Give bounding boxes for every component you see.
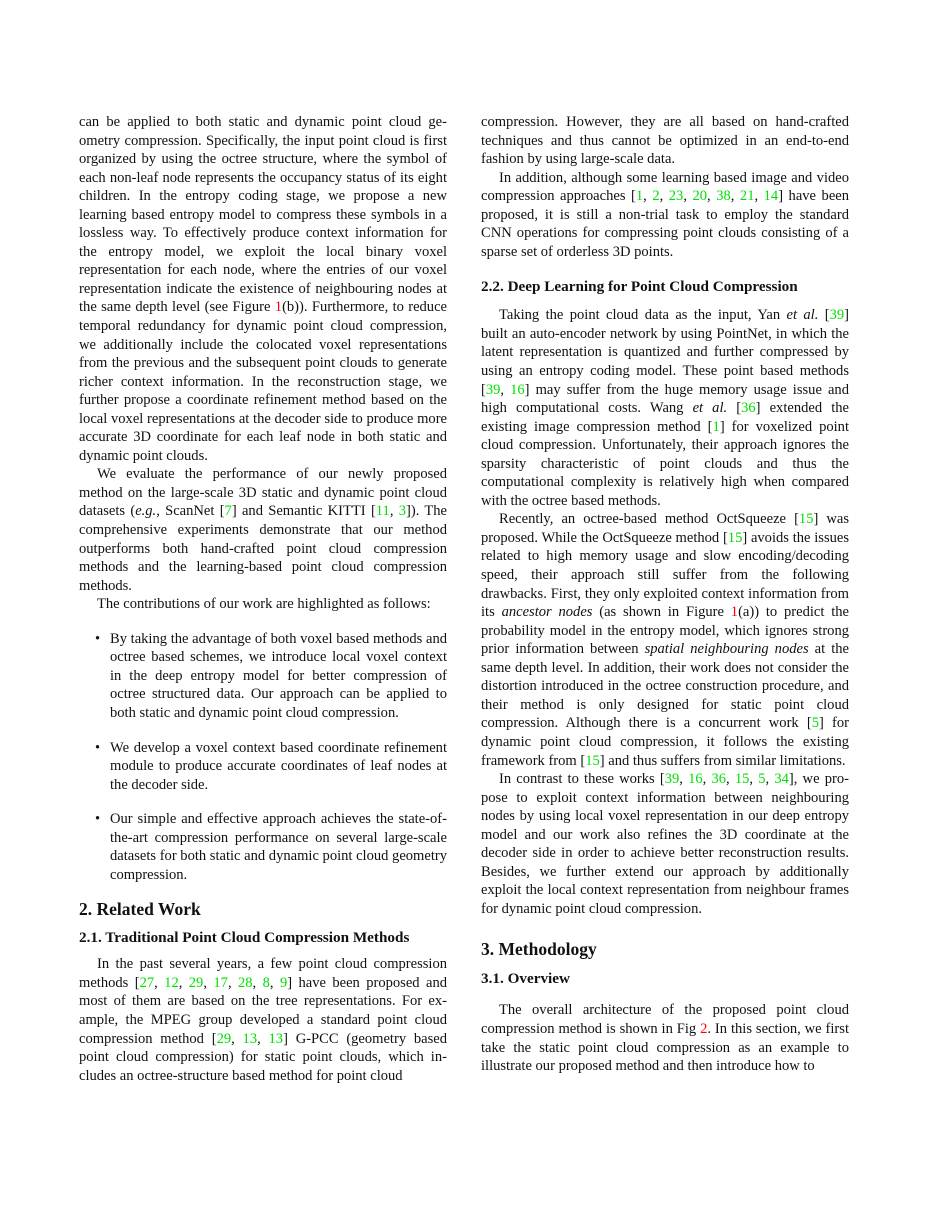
contrast-paragraph: In contrast to these works [39, 16, 36, 15, 5, 34], we propose to exploit context information between neighbouring nodes by using local voxel representation in our deep entropy model and our work also refines the 3D coordinate at the decoder side in order to achieve better reconstruction results. Besides, we further extend our approach by additionally exploit the local context representation from neighbour frames for dynamic point cloud compression.	[481, 771, 849, 917]
citation-link[interactable]: 29	[188, 974, 204, 991]
paragraph-text: ScanNet [	[159, 503, 225, 520]
paragraph-text: (as shown in Figure	[592, 604, 731, 621]
citation-link[interactable]: 5	[811, 715, 819, 732]
paragraph-text: ] extended the existing image compression method [	[481, 400, 849, 435]
paragraph-text: ] have been proposed, it is still a non-trial task to employ the standard CNN operations for compressing point clouds consisting of a sparse set of orderless 3D points.	[481, 188, 850, 260]
citation-link[interactable]: 36	[741, 400, 756, 417]
citation-link[interactable]: 15	[585, 752, 600, 769]
paragraph-text: (b)). Furthermore, to reduce temporal redundancy for dynamic point cloud compression, we additionally include the colocated voxel representations from the previous and the subsequent point clouds to generate richer context information. In the reconstruction stage, we further propose a coordinate refinement method based on the local voxel representations at the decoder side to produce more accurate 3D coordinate for each leaf node in both static and dynamic point clouds.	[79, 299, 447, 464]
paragraph-text: ] and thus suffers from similar limitations.	[599, 752, 846, 769]
paragraph-text: Recently, an octree-based method OctSqueeze [	[499, 511, 799, 528]
citation-link[interactable]: 15	[734, 771, 750, 788]
paragraph-text: can be applied to both static and dynamic point cloud geometry compression. Specifically, the input point cloud is first organized by using the octree structure, where the symbol of each non-leaf node represents the occupancy status of its eight children. In the entropy coding stage, we propose a new learning based entropy model to compress these symbols in a lossless way. To effectively produce context information for the entropy model, we exploit the local binary voxel representation for each node, where the entries of our voxel representation indicate the existence of neighbouring nodes at the same depth level (see Figure	[79, 114, 447, 316]
citation-link[interactable]: 14	[763, 188, 779, 205]
subsection-heading-deep-learning: 2.2. Deep Learning for Point Cloud Compression	[481, 278, 798, 296]
citation-link[interactable]: 13	[268, 1030, 284, 1047]
contributions-intro: The contributions of our work are highlighted as follows:	[97, 596, 431, 613]
paragraph-text: ] for dynamic point cloud compression, it follows the existing framework from [	[481, 715, 849, 769]
citation-link[interactable]: 9	[279, 974, 288, 991]
paragraph-text: ] G-PCC (geometry based point cloud compression) for static point clouds, which includes an octree-structure based method for point cloud	[79, 1030, 447, 1084]
citation-link[interactable]: 16	[510, 381, 525, 398]
bullet-icon: •	[95, 630, 101, 647]
evaluation-paragraph: We evaluate the performance of our newly proposed method on the large-scale 3D static and dynamic point cloud datasets (e.g., ScanNet [7] and Semantic KITTI [11, 3]). The comprehensive experiments demonstrate that our method outperforms both hand-crafted point cloud compression methods and the learning-based point cloud compression methods.	[79, 466, 448, 594]
section-heading-related-work: 2. Related Work	[79, 899, 201, 920]
citation-link[interactable]: 27	[139, 974, 155, 991]
citation-link[interactable]: 34	[774, 771, 789, 788]
paragraph-text: The overall architecture of the proposed point cloud compression method is shown in Fig	[481, 1002, 849, 1037]
contribution-text: Our simple and effective approach achieves the state-of-the-art compression performance on several large-scale datasets for both static and dynamic point cloud geometry compression.	[110, 811, 447, 883]
citation-link[interactable]: 15	[727, 529, 743, 546]
citation-link[interactable]: 17	[213, 974, 228, 991]
paragraph-text: ] may suffer from the huge memory usage issue and high computational costs. Wang	[481, 381, 849, 417]
citation-link[interactable]: 3	[398, 503, 407, 520]
figure-reference[interactable]: 1	[274, 299, 283, 316]
paragraph-text: ] have been proposed and most of them are based on the tree representations. For example, the MPEG group developed a standard point cloud compression method [	[79, 974, 447, 1047]
emphasis-text: ancestor nodes	[501, 604, 593, 621]
intro-paragraph-continued	[79, 113, 447, 465]
figure-reference[interactable]: 1	[730, 604, 739, 621]
paragraph-text: ] was proposed. While the OctSqueeze method [	[481, 511, 850, 546]
octsqueeze-paragraph	[481, 510, 849, 770]
contribution-item	[79, 630, 447, 723]
deep-learning-paragraph: Taking the point cloud data as the input, Yan et al. [39] built an auto-encoder network by using PointNet, in which the latent representation is quantized and further compressed by using an entropy coding model. These point based methods [39, 16] may suffer from the huge memory usage issue and high computational costs. Wang et al. [36] extended the existing image compression method [1] for voxelized point cloud compression. Unfortunately, their approach ignores the sparsity characteristic of point clouds and thus the computational complexity is relatively high when compared with the octree based methods.	[481, 307, 850, 509]
paragraph-text: ] and Semantic KITTI [	[231, 503, 376, 520]
citation-link[interactable]: 16	[688, 771, 703, 788]
citation-link[interactable]: 11	[375, 503, 390, 520]
paragraph-text: We evaluate the performance of our newly proposed method on the large-scale 3D static and dynamic point cloud datasets (	[79, 466, 447, 520]
right-column	[481, 113, 849, 1076]
citation-link[interactable]: 38	[716, 188, 731, 205]
citation-link[interactable]: 28	[238, 974, 253, 991]
contribution-text: By taking the advantage of both voxel based methods and octree based schemes, we introduce local voxel context in the deep entropy model for better compression of octree structured data. Our approach can be applied to both static and dynamic point cloud compression.	[110, 630, 447, 721]
citation-link[interactable]: 1	[635, 188, 644, 205]
paragraph-text: . In this section, we first take the static point cloud compression as an example to illustrate our proposed method and then introduce how to	[481, 1020, 849, 1075]
contribution-item	[79, 739, 447, 795]
paragraph-text: In the past several years, a few point cloud compression methods [	[79, 956, 447, 991]
contribution-text: We develop a voxel context based coordinate refinement module to produce accurate coordinates of leaf nodes at the decoder side.	[110, 739, 447, 793]
contributions-list	[79, 630, 447, 885]
traditional-continued-paragraph: compression. However, they are all based on hand-crafted techniques and thus cannot be optimized in an end-to-end fashion by using large-scale data.	[481, 114, 849, 168]
emphasis-text: et al.	[692, 400, 728, 417]
paragraph-text: Taking the point cloud data as the input, Yan	[499, 307, 787, 324]
citation-link[interactable]: 13	[242, 1030, 258, 1047]
citation-link[interactable]: 39	[664, 771, 680, 788]
citation-link[interactable]: 2	[652, 188, 660, 205]
citation-link[interactable]: 1	[712, 418, 720, 435]
bullet-icon: •	[95, 811, 101, 828]
citation-link[interactable]: 7	[224, 503, 232, 520]
citation-link[interactable]: 15	[798, 511, 814, 528]
citation-link[interactable]: 8	[262, 974, 270, 991]
citation-link[interactable]: 20	[692, 188, 708, 205]
citation-link[interactable]: 39	[485, 381, 501, 398]
bullet-icon: •	[95, 739, 101, 756]
learning-compression-paragraph: In addition, although some learning based image and video compression approaches [1, 2, 23, 20, 38, 21, 14] have been proposed, it is still a non-trial task to employ the standard CNN operations for compressing point clouds consisting of a sparse set of orderless 3D points.	[481, 169, 850, 260]
citation-link[interactable]: 12	[164, 974, 179, 991]
citation-link[interactable]: 36	[711, 771, 727, 788]
paragraph-text: (a)) to predict the probability model in the entropy model, which ignores strong prior information between	[481, 604, 849, 658]
emphasis-text: et al.	[786, 307, 819, 324]
contribution-item	[79, 810, 447, 884]
paragraph-text: ]). The comprehensive experiments demonstrate that our method outperforms both hand-crafted point cloud compression methods and the learning-based point cloud compression methods.	[79, 503, 448, 594]
figure-reference[interactable]: 2	[700, 1020, 708, 1037]
subsection-heading-overview: 3.1. Overview	[481, 970, 570, 988]
paragraph-text: ] avoids the issues related to high memory usage and slow encoding/decoding speed, their approach still suffer from the following drawbacks. First, they only exploited context information from its	[481, 529, 849, 621]
related-work-paragraph: In the past several years, a few point cloud compression methods [27, 12, 29, 17, 28, 8, 9] have been proposed and most of them are based on the tree representations. For example, the MPEG group developed a standard point cloud compression method [29, 13, 13] G-PCC (geometry based point cloud compression) for static point clouds, which includes an octree-structure based method for point cloud	[79, 956, 447, 1084]
left-column	[79, 113, 447, 1085]
section-heading-methodology: 3. Methodology	[481, 939, 597, 960]
citation-link[interactable]: 5	[758, 771, 766, 788]
citation-link[interactable]: 29	[216, 1030, 232, 1047]
paragraph-text: at the same depth level. In addition, their work does not consider the distortion introduced in the octree construction procedure, and their method is only designed for static point cloud compression. Although there is a concurrent work [	[481, 641, 849, 732]
overview-paragraph	[481, 1001, 849, 1075]
paragraph-text: In addition, although some learning based image and video compression approaches [	[481, 169, 849, 205]
citation-link[interactable]: 39	[829, 307, 845, 324]
paragraph-text: ], we propose to exploit context information between neighbouring nodes by using local voxel representation in our deep entropy model and our work also refines the 3D coordinate at the decoder side in order to achieve better reconstruction results. Besides, we further extend our approach by additionally exploit the local context representation from neighbour frames for dynamic point cloud compression.	[481, 771, 849, 917]
paragraph-text: In contrast to these works [	[499, 771, 665, 788]
paragraph-text: ] for voxelized point cloud compression. Unfortunately, their approach ignores the sparsity characteristic of point clouds and thus the computational complexity is relatively high when compared with the octree based methods.	[481, 418, 849, 509]
subsection-heading-traditional: 2.1. Traditional Point Cloud Compression Methods	[79, 929, 410, 947]
citation-link[interactable]: 23	[668, 188, 684, 205]
emphasis-text: e.g.,	[135, 503, 160, 520]
emphasis-text: spatial neighbouring nodes	[644, 641, 809, 658]
citation-link[interactable]: 21	[739, 188, 755, 205]
paragraph-text: ] built an auto-encoder network by using PointNet, in which the latent representation is quantized and further compressed by using an entropy coding model. These point based methods [	[481, 307, 850, 398]
